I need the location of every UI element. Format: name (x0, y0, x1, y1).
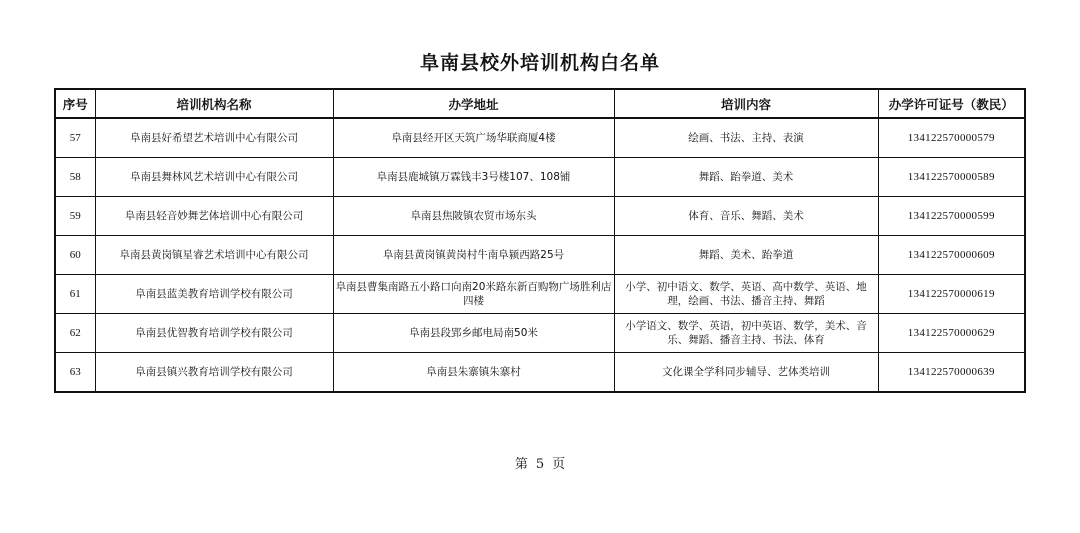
row-index: 62 (55, 314, 95, 353)
row-address: 阜南县鹿城镇万霖钱丰3号楼107、108铺 (333, 158, 614, 197)
row-content: 舞蹈、跆拳道、美术 (614, 158, 878, 197)
row-index: 58 (55, 158, 95, 197)
whitelist-table (54, 88, 1026, 393)
row-index: 57 (55, 118, 95, 158)
row-address: 阜南县曹集南路五小路口向南20米路东新百购物广场胜利店四楼 (333, 275, 614, 314)
header-row (55, 89, 1025, 118)
row-index: 59 (55, 197, 95, 236)
row-license: 134122570000589 (878, 158, 1025, 197)
row-content: 绘画、书法、主持、表演 (614, 118, 878, 158)
row-content: 文化课全学科同步辅导、艺体类培训 (614, 353, 878, 393)
row-name: 阜南县黄岗镇星睿艺术培训中心有限公司 (95, 236, 333, 275)
page-number (0, 453, 1080, 472)
row-license: 134122570000579 (878, 118, 1025, 158)
table-row (55, 158, 1025, 197)
table-row (55, 236, 1025, 275)
header-address: 办学地址 (333, 89, 614, 118)
row-address: 阜南县段郢乡邮电局南50米 (333, 314, 614, 353)
row-content: 小学语文、数学、英语，初中英语、数学，美术、音乐、舞蹈、播音主持、书法、体育 (614, 314, 878, 353)
row-name: 阜南县优智教育培训学校有限公司 (95, 314, 333, 353)
row-content: 体育、音乐、舞蹈、美术 (614, 197, 878, 236)
table-row (55, 197, 1025, 236)
row-address: 阜南县朱寨镇朱寨村 (333, 353, 614, 393)
page-value: 5 (535, 457, 545, 472)
document-title: 阜南县校外培训机构白名单 (419, 52, 660, 74)
table-body (55, 118, 1025, 392)
row-address: 阜南县经开区天筑广场华联商厦4楼 (333, 118, 614, 158)
row-content: 小学、初中语文、数学、英语、高中数学、英语、地理，绘画、书法、播音主持、舞蹈 (614, 275, 878, 314)
row-content: 舞蹈、美术、跆拳道 (614, 236, 878, 275)
row-name: 阜南县轻音妙舞艺体培训中心有限公司 (95, 197, 333, 236)
row-address: 阜南县焦陂镇农贸市场东头 (333, 197, 614, 236)
header-license: 办学许可证号（教民） (878, 89, 1025, 118)
page-prefix: 第 (514, 457, 528, 472)
row-license: 134122570000639 (878, 353, 1025, 393)
table-row (55, 353, 1025, 393)
table-row (55, 118, 1025, 158)
table-row (55, 275, 1025, 314)
row-index: 63 (55, 353, 95, 393)
row-license: 134122570000619 (878, 275, 1025, 314)
row-name: 阜南县好希望艺术培训中心有限公司 (95, 118, 333, 158)
header-name: 培训机构名称 (95, 89, 333, 118)
row-address: 阜南县黄岗镇黄岗村牛南阜颍西路25号 (333, 236, 614, 275)
header-index: 序号 (55, 89, 95, 118)
table-row (55, 314, 1025, 353)
row-license: 134122570000609 (878, 236, 1025, 275)
row-name: 阜南县镇兴教育培训学校有限公司 (95, 353, 333, 393)
row-license: 134122570000599 (878, 197, 1025, 236)
row-name: 阜南县蓝美教育培训学校有限公司 (95, 275, 333, 314)
page-suffix: 页 (552, 457, 566, 472)
row-license: 134122570000629 (878, 314, 1025, 353)
row-index: 61 (55, 275, 95, 314)
row-name: 阜南县舞林风艺术培训中心有限公司 (95, 158, 333, 197)
table-header (55, 89, 1025, 118)
row-index: 60 (55, 236, 95, 275)
header-content: 培训内容 (614, 89, 878, 118)
